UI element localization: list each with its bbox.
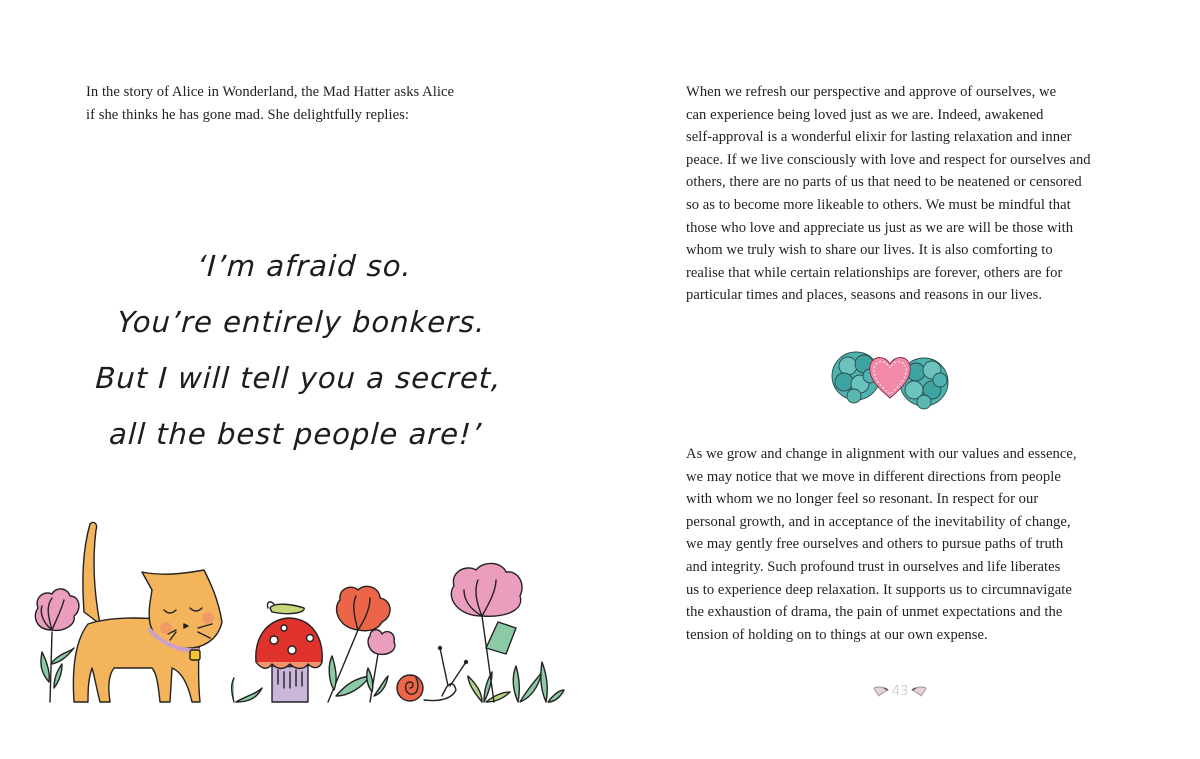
intro-paragraph — [86, 81, 454, 126]
text-line: In the story of Alice in Wonderland, the Mad Hatter asks Alice — [86, 84, 455, 100]
small-pink-flower-icon — [367, 630, 395, 702]
mushroom-icon — [256, 602, 322, 702]
quote-line: But I will tell you a secret, — [94, 361, 503, 395]
text-line: and integrity. Such profound trust in ourselves and life liberates — [686, 558, 1061, 575]
text-line: others, there are no parts of us that need to be neatened or censored — [686, 174, 1082, 191]
text-line: us to experience deep relaxation. It supports us to circumnavigate — [686, 581, 1072, 598]
text-line: if she thinks he has gone mad. She delightfully replies: — [86, 106, 409, 123]
text-line: tension of holding on to things at our own expense. — [686, 626, 988, 643]
text-line: those who love and appreciate us just as we are will be those with — [686, 219, 1074, 236]
text-line: realise that while certain relationships are forever, others are for — [686, 264, 1063, 281]
text-line: we may notice that we move in different directions from people — [686, 468, 1061, 485]
text-line: peace. If we live consciously with love and respect for ourselves and — [686, 151, 1091, 168]
text-line: the exhaustion of drama, the pain of unmet expectations and the — [686, 604, 1063, 621]
paragraph-1 — [686, 81, 1091, 307]
cat-garden-illustration — [22, 512, 567, 722]
text-line: When we refresh our perspective and approve of ourselves, we — [686, 84, 1057, 100]
text-line: so as to become more likeable to others. We must be mindful that — [686, 196, 1071, 213]
big-pink-flower-icon — [451, 563, 522, 702]
paragraph-2 — [686, 443, 1077, 646]
wing-left-icon — [873, 685, 889, 697]
quote-line: ‘I’m afraid so. — [196, 249, 413, 283]
snail-icon — [397, 647, 468, 702]
text-line: personal growth, and in acceptance of the inevitability of change, — [686, 513, 1071, 530]
page-number-footer — [870, 682, 930, 700]
pink-flower-icon — [35, 589, 79, 702]
page-number: 43 — [891, 683, 909, 699]
text-line: can experience being loved just as we are. Indeed, awakened — [686, 106, 1044, 123]
text-line: with whom we no longer feel so resonant. In respect for our — [686, 491, 1039, 508]
cat-icon — [73, 522, 222, 702]
text-line: particular times and places, seasons and reasons in our lives. — [686, 287, 1043, 304]
wing-right-icon — [911, 685, 927, 697]
text-line: whom we truly wish to share our lives. It is also comforting to — [686, 242, 1053, 259]
text-line: As we grow and change in alignment with our values and essence, — [686, 446, 1077, 462]
quote-line: You’re entirely bonkers. — [116, 305, 487, 339]
handwritten-quote — [44, 238, 556, 462]
text-line: self-approval is a wonderful elixir for lasting relaxation and inner — [686, 129, 1072, 146]
right-page — [600, 0, 1200, 759]
quote-line: all the best people are!’ — [108, 417, 483, 451]
text-line: we may gently free ourselves and others to pursue paths of truth — [686, 536, 1064, 553]
heart-flowers-ornament — [830, 340, 950, 415]
